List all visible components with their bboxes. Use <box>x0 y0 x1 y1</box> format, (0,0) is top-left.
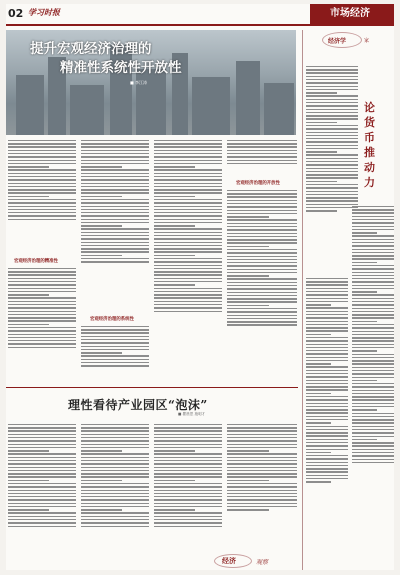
hero-title-line-2: 精准性系统性开放性 <box>60 60 182 76</box>
economic-observation-logo: 经济 观察 <box>214 552 296 570</box>
article-column <box>306 64 358 274</box>
subhead-systematic: 宏观经济治理的系统性 <box>90 317 134 322</box>
article-column <box>154 422 222 570</box>
economist-label-suffix: 家 <box>364 38 370 44</box>
page-header <box>6 4 394 26</box>
economist-logo <box>306 32 392 52</box>
article-column <box>81 324 149 384</box>
article-column <box>81 422 149 570</box>
hero-headline <box>30 40 280 78</box>
page-number: 02 <box>8 7 24 20</box>
article-column <box>352 204 394 570</box>
section-tag: 市场经济 <box>310 4 394 24</box>
article-column <box>8 266 76 384</box>
middle-byline: ■ 瞿晨思 施明才 <box>178 412 206 416</box>
article-column <box>154 138 222 384</box>
hero-image <box>6 30 296 135</box>
paper-name: 学习时报 <box>28 8 60 17</box>
article-column <box>81 138 149 314</box>
subhead-precision: 宏观经济治理的精准性 <box>14 259 58 264</box>
newspaper-page <box>6 4 394 570</box>
hero-title-line-1: 提升宏观经济治理的 <box>30 41 152 57</box>
right-headline: 论货币推动力 <box>364 101 375 189</box>
middle-headline: 理性看待产业园区“泡沫” <box>68 398 208 412</box>
economist-label: 经济学 <box>328 38 347 45</box>
article-column <box>227 138 297 178</box>
column-divider <box>302 30 303 570</box>
article-column <box>227 422 297 550</box>
article-column <box>8 422 76 570</box>
divider <box>6 387 298 388</box>
article-column <box>306 276 348 570</box>
subhead-openness: 宏观经济治理的开放性 <box>236 181 280 186</box>
hero-byline: ■ 李江涛 <box>130 80 148 85</box>
article-column <box>227 188 297 384</box>
article-column <box>8 138 76 256</box>
